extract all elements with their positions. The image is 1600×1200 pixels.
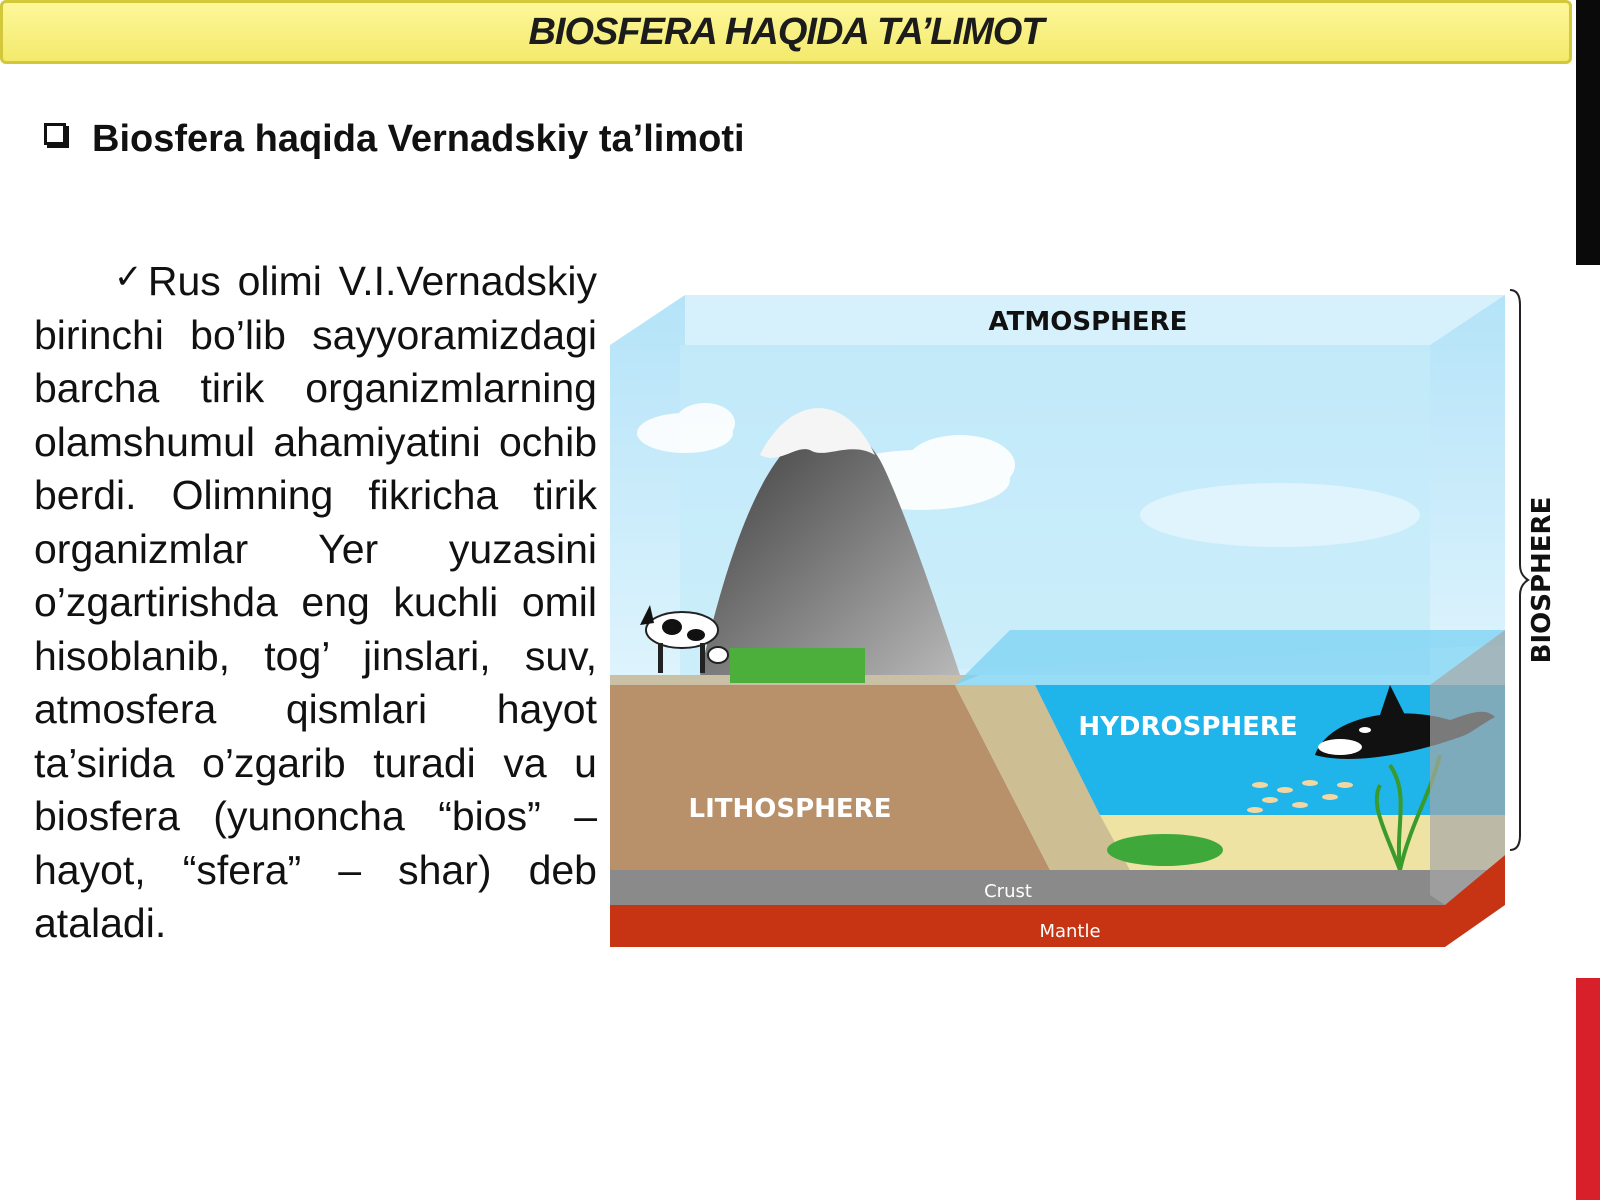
biosphere-diagram-svg	[610, 285, 1565, 985]
biosphere-diagram	[610, 285, 1565, 985]
slide-title: BIOSFERA HAQIDA TA’LIMOT	[528, 10, 1044, 53]
check-icon: ✓	[114, 258, 148, 296]
biosphere-label: BIOSPHERE	[1527, 496, 1557, 664]
body-paragraph	[34, 255, 597, 951]
subtitle-row	[44, 118, 745, 161]
rock-icon	[1107, 834, 1223, 866]
hydrosphere-label: HYDROSPHERE	[1078, 712, 1298, 742]
grass-icon	[730, 648, 865, 683]
water-surface	[955, 630, 1505, 690]
atmosphere-label: ATMOSPHERE	[988, 307, 1188, 337]
crust-layer	[610, 870, 1505, 905]
right-accent-black	[1576, 0, 1600, 265]
biosphere-bracket	[1510, 290, 1528, 850]
crust-label: Crust	[984, 881, 1032, 902]
lithosphere-label: LITHOSPHERE	[688, 794, 892, 824]
paragraph-text: Rus olimi V.I.Vernadskiy birinchi bo’lib sayyoramizdagi barcha tirik organizmlarning olamshumul ahamiyatini ochib berdi. Olimning fikricha tirik organizmlar Yer yuzasini o’zgartirishda eng kuchli omil hisoblanib, tog’ jinslari, suv, atmosfera qismlari hayot ta’sirida o’zgarib turadi va u biosfera (yunoncha “bios” – hayot, “sfera” – shar) deb ataladi.	[34, 258, 597, 946]
mantle-label: Mantle	[1039, 921, 1101, 942]
title-bar	[0, 0, 1572, 64]
checkbox-bullet-icon	[44, 123, 66, 145]
cloud-icon	[1140, 483, 1420, 547]
subtitle: Biosfera haqida Vernadskiy ta’limoti	[92, 118, 745, 160]
right-accent-red	[1576, 978, 1600, 1200]
